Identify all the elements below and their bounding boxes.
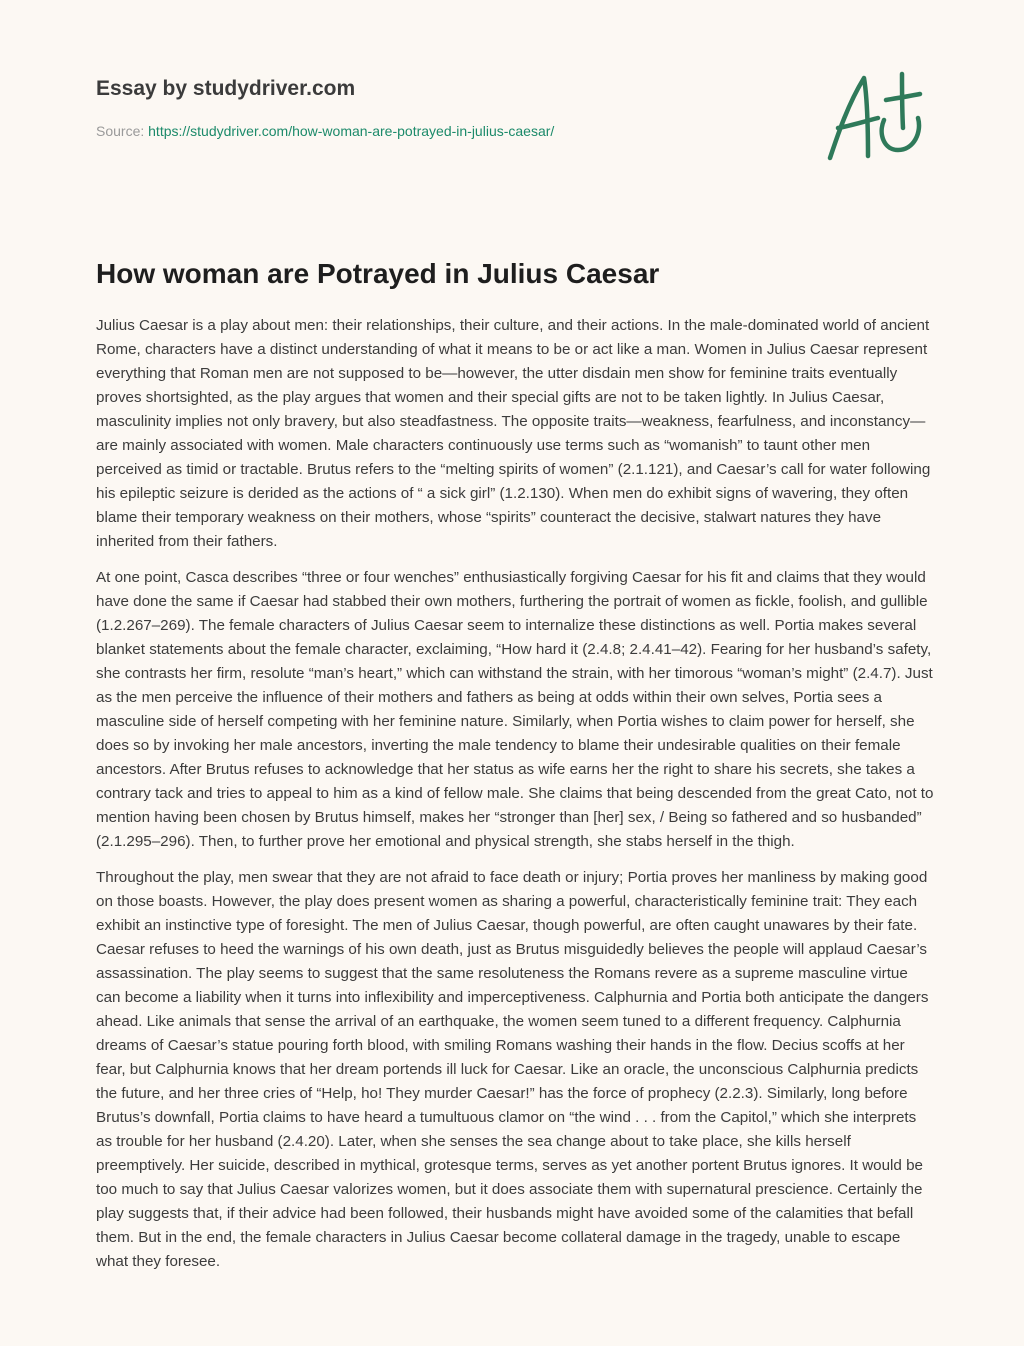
essay-title: How woman are Potrayed in Julius Caesar bbox=[96, 258, 660, 289]
page-header bbox=[96, 76, 796, 140]
essay-paragraph: Julius Caesar is a play about men: their relationships, their culture, and their actions. In the male-dominated world of ancient Rome, characters have a distinct understanding of what it means to be or act like a man. Women in Julius Caesar represent everything that Roman men are not supposed to be—however, the utter disdain men show for feminine traits eventually proves shortsighted, as the play argues that women and their special gifts are not to be taken lightly. In Julius Caesar, masculinity implies not only bravery, but also steadfastness. The opposite traits—weakness, fearfulness, and inconstancy—are mainly associated with women. Male characters continuously use terms such as “womanish” to taunt other men perceived as timid or tractable. Brutus refers to the “melting spirits of women” (2.1.121), and Caesar’s call for water following his epileptic seizure is derided as the actions of “ a sick girl” (1.2.130). When men do exhibit signs of wavering, they often blame their temporary weakness on their mothers, whose “spirits” counteract the decisive, stalwart natures they have inherited from their fathers. bbox=[96, 317, 931, 550]
a-plus-logo-graphic bbox=[822, 68, 928, 164]
essay-paragraph: Throughout the play, men swear that they are not afraid to face death or injury; Portia proves her manliness by making good on those boasts. However, the play does present women as sharing a powerful, characteristically feminine trait: They each exhibit an instinctive type of foresight. The men of Julius Caesar, though powerful, are often caught unawares by their fate. Caesar refuses to heed the warnings of his own death, just as Brutus misguidedly believes the people will applaud Caesar’s assassination. The play seems to suggest that the same resoluteness the Romans revere as a supreme masculine virtue can become a liability when it turns into inflexibility and imperceptiveness. Calphurnia and Portia both anticipate the dangers ahead. Like animals that sense the arrival of an earthquake, the women seem tuned to a different frequency. Calphurnia dreams of Caesar’s statue pouring forth blood, with smiling Romans washing their hands in the flow. Decius scoffs at her fear, but Calphurnia knows that her dream portends ill luck for Caesar. Like an oracle, the unconscious Calphurnia predicts the future, and her three cries of “Help, ho! They murder Caesar!” has the force of prophecy (2.2.3). Similarly, long before Brutus’s downfall, Portia claims to have heard a tumultuous clamor on “the wind . . . from the Capitol,” which she interprets as trouble for her husband (2.4.20). Later, when she senses the sea change about to take place, she kills herself preemptively. Her suicide, described in mythical, grotesque terms, serves as yet another portent Brutus ignores. It would be too much to say that Julius Caesar valorizes women, but it does associate them with supernatural prescience. Certainly the play suggests that, if their advice had been followed, their husbands might have avoided some of the calamities that befall them. But in the end, the female characters in Julius Caesar become collateral damage in the tragedy, unable to escape what they foresee. bbox=[96, 869, 929, 1270]
swirl-stroke bbox=[882, 118, 919, 150]
essay-paragraph: At one point, Casca describes “three or four wenches” enthusiastically forgiving Caesar for his fit and claims that they would have done the same if Caesar had stabbed their own mothers, furthering the portrait of women as fickle, foolish, and gullible (1.2.267–269). The female characters of Julius Caesar seem to internalize these distinctions as well. Portia makes several blanket statements about the female character, exclaiming, “How hard it (2.4.8; 2.4.41–42). Fearing for her husband’s safety, she contrasts her firm, resolute “man’s heart,” which can withstand the strain, with her timorous “woman’s might” (2.4.7). Just as the men perceive the influence of their mothers and fathers as being at odds within their own selves, Portia sees a masculine side of herself competing with her feminine nature. Similarly, when Portia wishes to claim power for herself, she does so by invoking her male ancestors, inverting the male tendency to blame their undesirable qualities on their female ancestors. After Brutus refuses to acknowledge that her status as wife earns her the right to share his secrets, she takes a contrary tack and tries to appeal to him as a kind of fellow male. She claims that being descended from the great Cato, not to mention having been chosen by Brutus himself, makes her “stronger than [her] sex, / Being so fathered and so husbanded” (2.1.295–296). Then, to further prove her emotional and physical strength, she stabs herself in the thigh. bbox=[96, 569, 934, 850]
plus-vertical bbox=[902, 74, 903, 128]
source-link[interactable]: https://studydriver.com/how-woman-are-potrayed-in-julius-caesar/ bbox=[148, 123, 555, 139]
essay-body bbox=[96, 314, 936, 1286]
letter-a-stroke bbox=[830, 78, 868, 158]
source-label: Source: bbox=[96, 123, 145, 139]
a-plus-logo bbox=[822, 68, 928, 164]
site-title: Essay by studydriver.com bbox=[96, 77, 356, 100]
source-line bbox=[96, 122, 796, 140]
